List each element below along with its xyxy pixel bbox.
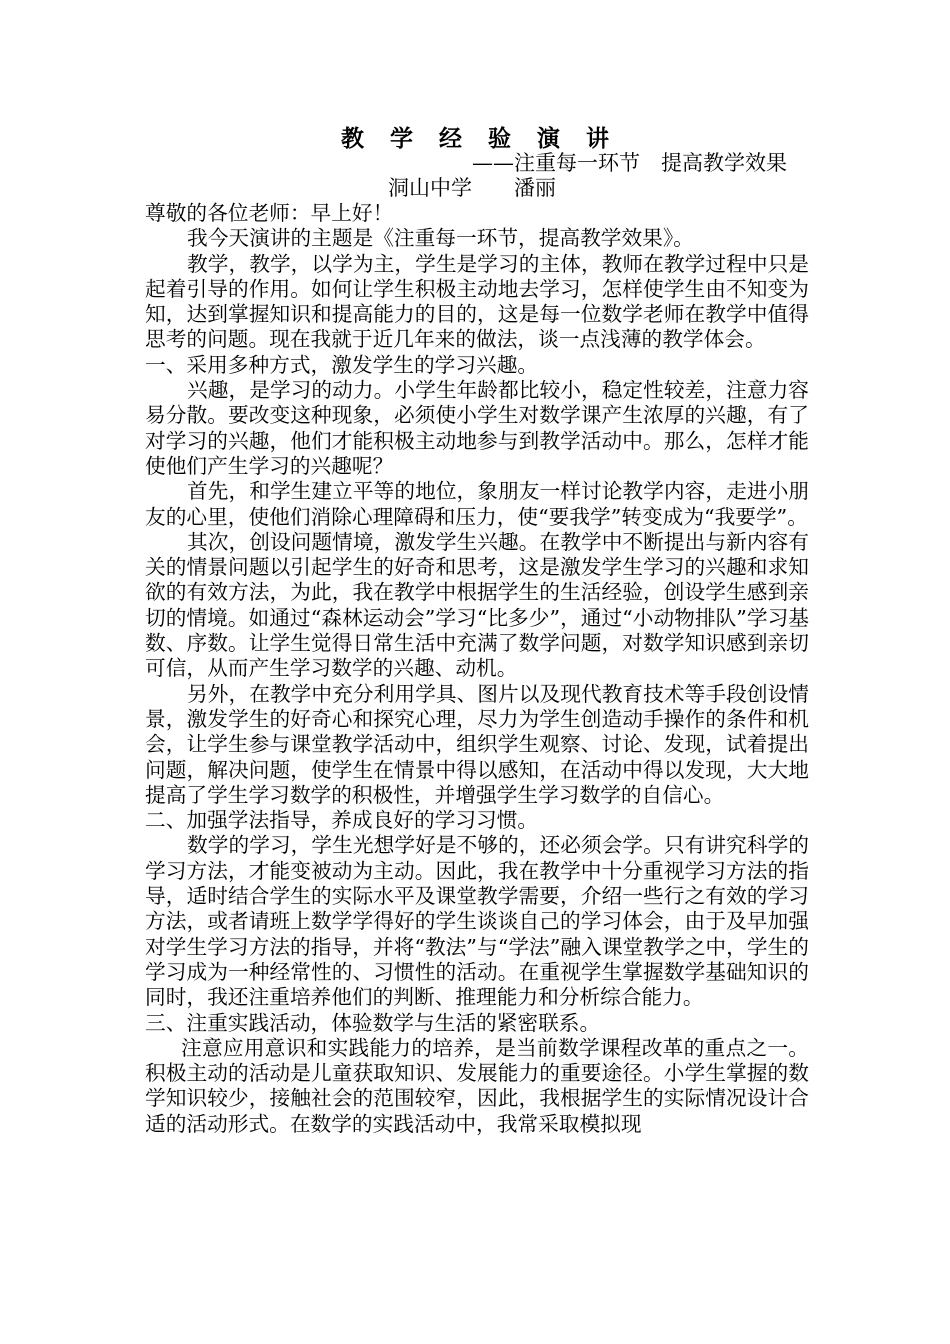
document-body [145,201,809,1137]
body-paragraph: 兴趣，是学习的动力。小学生年龄都比较小，稳定性较差，注意力容易分散。要改变这种现象，必须使小学生对数学课产生浓厚的兴趣，有了对学习的兴趣，他们才能积极主动地参与到教学活动中。那么，怎样才能使他们产生学习的兴趣呢？ [145,378,809,478]
greeting-paragraph: 尊敬的各位老师：早上好！ [145,201,394,225]
body-paragraph: 其次，创设问题情境，激发学生兴趣。在教学中不断提出与新内容有关的情景问题以引起学生的好奇和思考，这是激发学生学习的兴趣和求知欲的有效方法，为此，我在教学中根据学生的生活经验，创设学生感到亲切的情境。如通过“森林运动会”学习“比多少”，通过“小动物排队”学习基数、序数。让学生觉得日常生活中充满了数学问题，对数学知识感到亲切可信，从而产生学习数学的兴趣、动机。 [145,529,809,681]
document-title: 教学经验演讲 [341,125,635,152]
body-paragraph: 我今天演讲的主题是《注重每一环节，提高教学效果》。 [187,226,694,251]
author-line: 洞山中学 潘丽 [388,176,556,200]
section-heading: 二、加强学法指导，养成良好的学习习惯。 [145,808,539,833]
section-heading: 一、采用多种方式，激发学生的学习兴趣。 [145,352,539,377]
body-paragraph: 注意应用意识和实践能力的培养，是当前数学课程改革的重点之一。积极主动的活动是儿童获取知识、发展能力的重要途径。小学生掌握的数学知识较少，接触社会的范围较窄，因此，我根据学生的实际情况设计合适的活动形式。在数学的实践活动中，我常采取模拟现 [145,1035,809,1136]
section-heading: 三、注重实践活动，体验数学与生活的紧密联系。 [145,1010,601,1035]
body-paragraph: 首先，和学生建立平等的地位，象朋友一样讨论教学内容，走进小朋友的心里，使他们消除心理障碍和压力，使“要我学”转变成为“我要学”。 [145,479,809,529]
document-subtitle: ——注重每一环节 提高教学效果 [472,151,787,175]
body-paragraph: 另外，在教学中充分利用学具、图片以及现代教育技术等手段创设情景，激发学生的好奇心和探究心理，尽力为学生创造动手操作的条件和机会，让学生参与课堂教学活动中，组织学生观察、讨论、发现，试着提出问题，解决问题，使学生在情景中得以感知，在活动中得以发现，大大地提高了学生学习数学的积极性，并增强学生学习数学的自信心。 [145,681,809,807]
body-paragraph: 数学的学习，学生光想学好是不够的，还必须会学。只有讲究科学的学习方法，才能变被动为主动。因此，我在教学中十分重视学习方法的指导，适时结合学生的实际水平及课堂教学需要，介绍一些行之有效的学习方法，或者请班上数学学得好的学生谈谈自己的学习体会，由于及早加强对学生学习方法的指导，并将“教法”与“学法”融入课堂教学之中，学生的学习成为一种经常性的、习惯性的活动。在重视学生掌握数学基础知识的同时，我还注重培养他们的判断、推理能力和分析综合能力。 [145,833,809,1010]
body-paragraph: 教学，教学，以学为主，学生是学习的主体，教师在教学过程中只是起着引导的作用。如何让学生积极主动地去学习，怎样使学生由不知变为知，达到掌握知识和提高能力的目的，这是每一位数学老师在教学中值得思考的问题。现在我就于近几年来的做法，谈一点浅薄的教学体会。 [145,251,809,352]
